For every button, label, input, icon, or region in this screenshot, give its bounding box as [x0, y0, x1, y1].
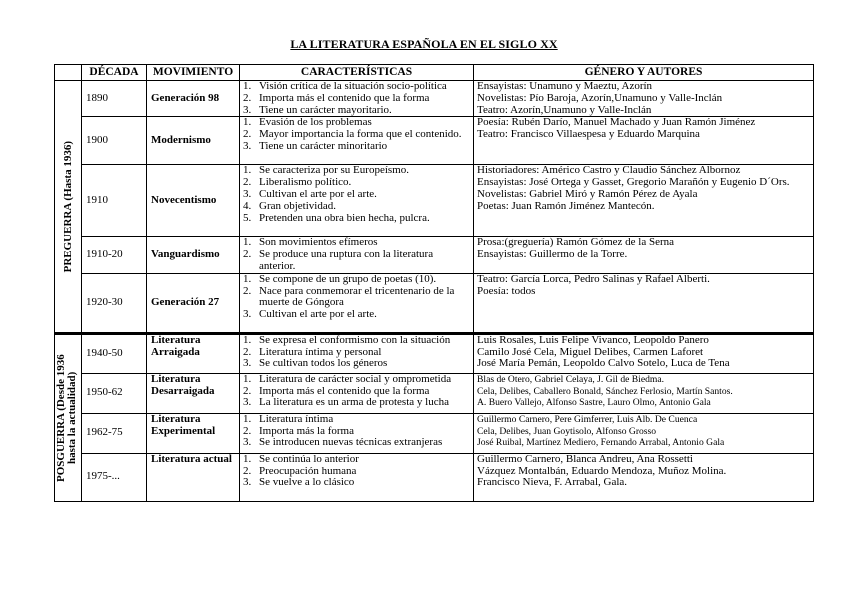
characteristics-list	[243, 165, 470, 224]
item-number: 1.	[243, 272, 252, 285]
table-row	[55, 413, 814, 453]
characteristics-cell	[240, 81, 474, 117]
item-number: 1.	[243, 412, 252, 425]
table-row	[55, 81, 814, 117]
author-line: Blas de Otero, Gabriel Celaya, J. Gil de Biedma.	[477, 373, 665, 385]
item-text: Se produce una ruptura con la literatura anterior.	[259, 248, 434, 272]
item-number: 2.	[243, 345, 252, 358]
list-item	[243, 437, 470, 449]
movement-cell: Generación 98	[147, 81, 240, 117]
authors-cell	[474, 413, 814, 453]
item-text: La literatura es un arma de protesta y lucha	[259, 396, 449, 409]
table-row	[55, 237, 814, 273]
item-number: 3.	[243, 436, 252, 449]
decade-cell: 1975-...	[82, 453, 147, 501]
item-number: 1.	[243, 236, 252, 249]
authors-cell	[474, 273, 814, 333]
decade-cell: 1920-30	[82, 273, 147, 333]
author-line: Teatro: Azorín,Unamuno y Valle-Inclán	[477, 104, 652, 116]
corner-cell	[55, 65, 82, 81]
characteristics-cell	[240, 373, 474, 413]
item-text: Importa más el contenido que la forma	[259, 91, 430, 104]
item-number: 2.	[243, 91, 252, 104]
characteristics-list	[243, 335, 470, 370]
item-number: 2.	[243, 248, 252, 261]
item-text: Tiene un carácter mayoritario.	[259, 103, 392, 116]
period-label: POSGUERRA (Desde 1936 hasta la actualidad)	[55, 353, 78, 482]
characteristics-list	[243, 374, 470, 409]
decade-cell: 1950-62	[82, 373, 147, 413]
author-line: Teatro: Francisco Villaespesa y Eduardo Marquina	[477, 129, 700, 141]
header-movimiento: MOVIMIENTO	[147, 65, 240, 81]
item-text: Se compone de un grupo de poetas (10).	[259, 272, 437, 285]
author-line: Cela, Delibes, Juan Goytisolo, Alfonso Grosso	[477, 425, 657, 437]
author-line: Ensayistas: Guillermo de la Torre.	[477, 249, 628, 261]
table-row	[55, 453, 814, 501]
item-number: 3.	[243, 187, 252, 200]
authors-cell	[474, 237, 814, 273]
item-text: Literatura de carácter social y omprometida	[259, 372, 452, 385]
item-text: Literatura íntima y personal	[259, 345, 382, 358]
authors-cell	[474, 165, 814, 237]
characteristics-cell	[240, 273, 474, 333]
movement-cell: Modernismo	[147, 117, 240, 165]
list-item	[243, 105, 470, 117]
item-text: Cultivan el arte por el arte.	[259, 187, 377, 200]
author-line: Luis Rosales, Luis Felipe Vivanco, Leopoldo Panero	[477, 334, 709, 346]
header-row	[55, 65, 814, 81]
author-line: Camilo José Cela, Miguel Delibes, Carmen Laforet	[477, 346, 704, 358]
characteristics-cell	[240, 237, 474, 273]
item-text: Preocupación humana	[259, 464, 357, 477]
characteristics-list	[243, 237, 470, 272]
movement-cell: Literatura Arraigada	[147, 333, 240, 373]
characteristics-cell	[240, 117, 474, 165]
header-caracteristicas: CARACTERÍSTICAS	[240, 65, 474, 81]
list-item	[243, 397, 470, 409]
movement-cell: Literatura Experimental	[147, 413, 240, 453]
item-number: 1.	[243, 164, 252, 177]
list-item	[243, 309, 470, 321]
table-row	[55, 165, 814, 237]
item-text: Pretenden una obra bien hecha, pulcra.	[259, 211, 430, 224]
item-number: 4.	[243, 199, 252, 212]
item-text: Se expresa el conformismo con la situación	[259, 333, 451, 346]
author-line: Guillermo Carnero, Blanca Andreu, Ana Rossetti	[477, 453, 693, 465]
list-item	[243, 286, 470, 310]
author-line: A. Buero Vallejo, Alfonso Sastre, Lauro Olmo, Antonio Gala	[477, 397, 711, 409]
movement-cell: Vanguardismo	[147, 237, 240, 273]
decade-cell: 1940-50	[82, 333, 147, 373]
movement-cell: Literatura actual	[147, 453, 240, 501]
author-line: Cela, Delibes, Caballero Bonald, Sánchez Ferlosio, Martín Santos.	[477, 385, 733, 397]
header-genero: GÉNERO Y AUTORES	[474, 65, 814, 81]
item-number: 3.	[243, 139, 252, 152]
list-item	[243, 358, 470, 370]
item-number: 3.	[243, 476, 252, 489]
item-number: 3.	[243, 103, 252, 116]
characteristics-list	[243, 274, 470, 321]
item-number: 1.	[243, 452, 252, 465]
item-text: Se continúa lo anterior	[259, 452, 359, 465]
item-text: Liberalismo político.	[259, 176, 352, 189]
author-line: Ensayistas: José Ortega y Gasset, Gregorio Marañón y Eugenio D´Ors.	[477, 177, 790, 189]
item-text: Visión crítica de la situación socio-política	[259, 80, 447, 92]
item-number: 2.	[243, 464, 252, 477]
item-text: Mayor importancia la forma que el contenido.	[259, 128, 462, 141]
item-text: Evasión de los problemas	[259, 116, 372, 129]
author-line: Vázquez Montalbán, Eduardo Mendoza, Muñoz Molina.	[477, 465, 727, 477]
item-number: 1.	[243, 372, 252, 385]
period-label: PREGUERRA (Hasta 1936)	[61, 140, 74, 273]
author-line: Teatro: García Lorca, Pedro Salinas y Rafael Alberti.	[477, 273, 710, 285]
item-number: 1.	[243, 80, 252, 92]
item-text: Tiene un carácter minoritario	[259, 139, 388, 152]
decade-cell: 1962-75	[82, 413, 147, 453]
author-line: Poetas: Juan Ramón Jiménez Mantecón.	[477, 200, 655, 212]
item-text: Gran objetividad.	[259, 199, 336, 212]
item-text: Literatura íntima	[259, 412, 334, 425]
author-line: Prosa:(greguería) Ramón Gómez de la Serna	[477, 237, 675, 249]
item-number: 5.	[243, 211, 252, 224]
authors-cell	[474, 81, 814, 117]
characteristics-list	[243, 454, 470, 489]
item-text: Se cultivan todos los géneros	[259, 357, 388, 370]
characteristics-cell	[240, 165, 474, 237]
item-text: Se introducen nuevas técnicas extranjeras	[259, 436, 443, 449]
item-number: 2.	[243, 128, 252, 141]
author-line: Guillermo Carnero, Pere Gimferrer, Luis Alb. De Cuenca	[477, 413, 698, 425]
author-line: José Ruibal, Martínez Mediero, Fernando Arrabal, Antonio Gala	[477, 437, 725, 449]
item-number: 1.	[243, 116, 252, 129]
table-row	[55, 117, 814, 165]
author-line: Poesía: todos	[477, 285, 536, 297]
list-item	[243, 213, 470, 225]
movement-cell: Literatura Desarraigada	[147, 373, 240, 413]
item-text: Cultivan el arte por el arte.	[259, 308, 377, 321]
decade-cell: 1890	[82, 81, 147, 117]
item-text: Importa más el contenido que la forma	[259, 384, 430, 397]
characteristics-list	[243, 414, 470, 449]
authors-cell	[474, 453, 814, 501]
header-decada: DÉCADA	[82, 65, 147, 81]
item-number: 2.	[243, 176, 252, 189]
characteristics-cell	[240, 453, 474, 501]
decade-cell: 1900	[82, 117, 147, 165]
decade-cell: 1910-20	[82, 237, 147, 273]
item-number: 2.	[243, 424, 252, 437]
author-line: Novelistas: Pío Baroja, Azorín,Unamuno y Valle-Inclán	[477, 92, 723, 104]
characteristics-cell	[240, 333, 474, 373]
item-text: Importa más la forma	[259, 424, 354, 437]
authors-cell	[474, 333, 814, 373]
decade-cell: 1910	[82, 165, 147, 237]
table-row	[55, 373, 814, 413]
author-line: Poesía: Rubén Darío, Manuel Machado y Juan Ramón Jiménez	[477, 117, 756, 129]
authors-cell	[474, 373, 814, 413]
table-row	[55, 273, 814, 333]
movement-cell: Generación 27	[147, 273, 240, 333]
item-number: 1.	[243, 333, 252, 346]
item-text: Se caracteriza por su Europeísmo.	[259, 164, 409, 177]
table-row	[55, 333, 814, 373]
item-number: 3.	[243, 308, 252, 321]
characteristics-list	[243, 117, 470, 152]
item-number: 3.	[243, 396, 252, 409]
period-cell	[55, 81, 82, 334]
characteristics-list	[243, 81, 470, 116]
item-number: 2.	[243, 284, 252, 297]
movement-cell: Novecentismo	[147, 165, 240, 237]
item-text: Son movimientos efímeros	[259, 236, 378, 249]
characteristics-cell	[240, 413, 474, 453]
item-number: 2.	[243, 384, 252, 397]
page-title: LA LITERATURA ESPAÑOLA EN EL SIGLO XX	[290, 37, 558, 51]
author-line: Francisco Nieva, F. Arrabal, Gala.	[477, 477, 628, 489]
author-line: Novelistas: Gabriel Miró y Ramón Pérez de Ayala	[477, 188, 698, 200]
author-line: Ensayistas: Unamuno y Maeztu, Azorín	[477, 81, 653, 92]
literature-table	[54, 64, 814, 502]
authors-cell	[474, 117, 814, 165]
item-text: Se vuelve a lo clásico	[259, 476, 355, 489]
list-item	[243, 249, 470, 273]
item-text: Nace para conmemorar el tricentenario de la muerte de Góngora	[259, 284, 455, 309]
list-item	[243, 141, 470, 153]
author-line: Historiadores: Américo Castro y Claudio Sánchez Albornoz	[477, 165, 741, 177]
author-line: José María Pemán, Leopoldo Calvo Sotelo, Luca de Tena	[477, 358, 730, 370]
period-cell	[55, 333, 82, 501]
item-number: 3.	[243, 357, 252, 370]
list-item	[243, 477, 470, 489]
